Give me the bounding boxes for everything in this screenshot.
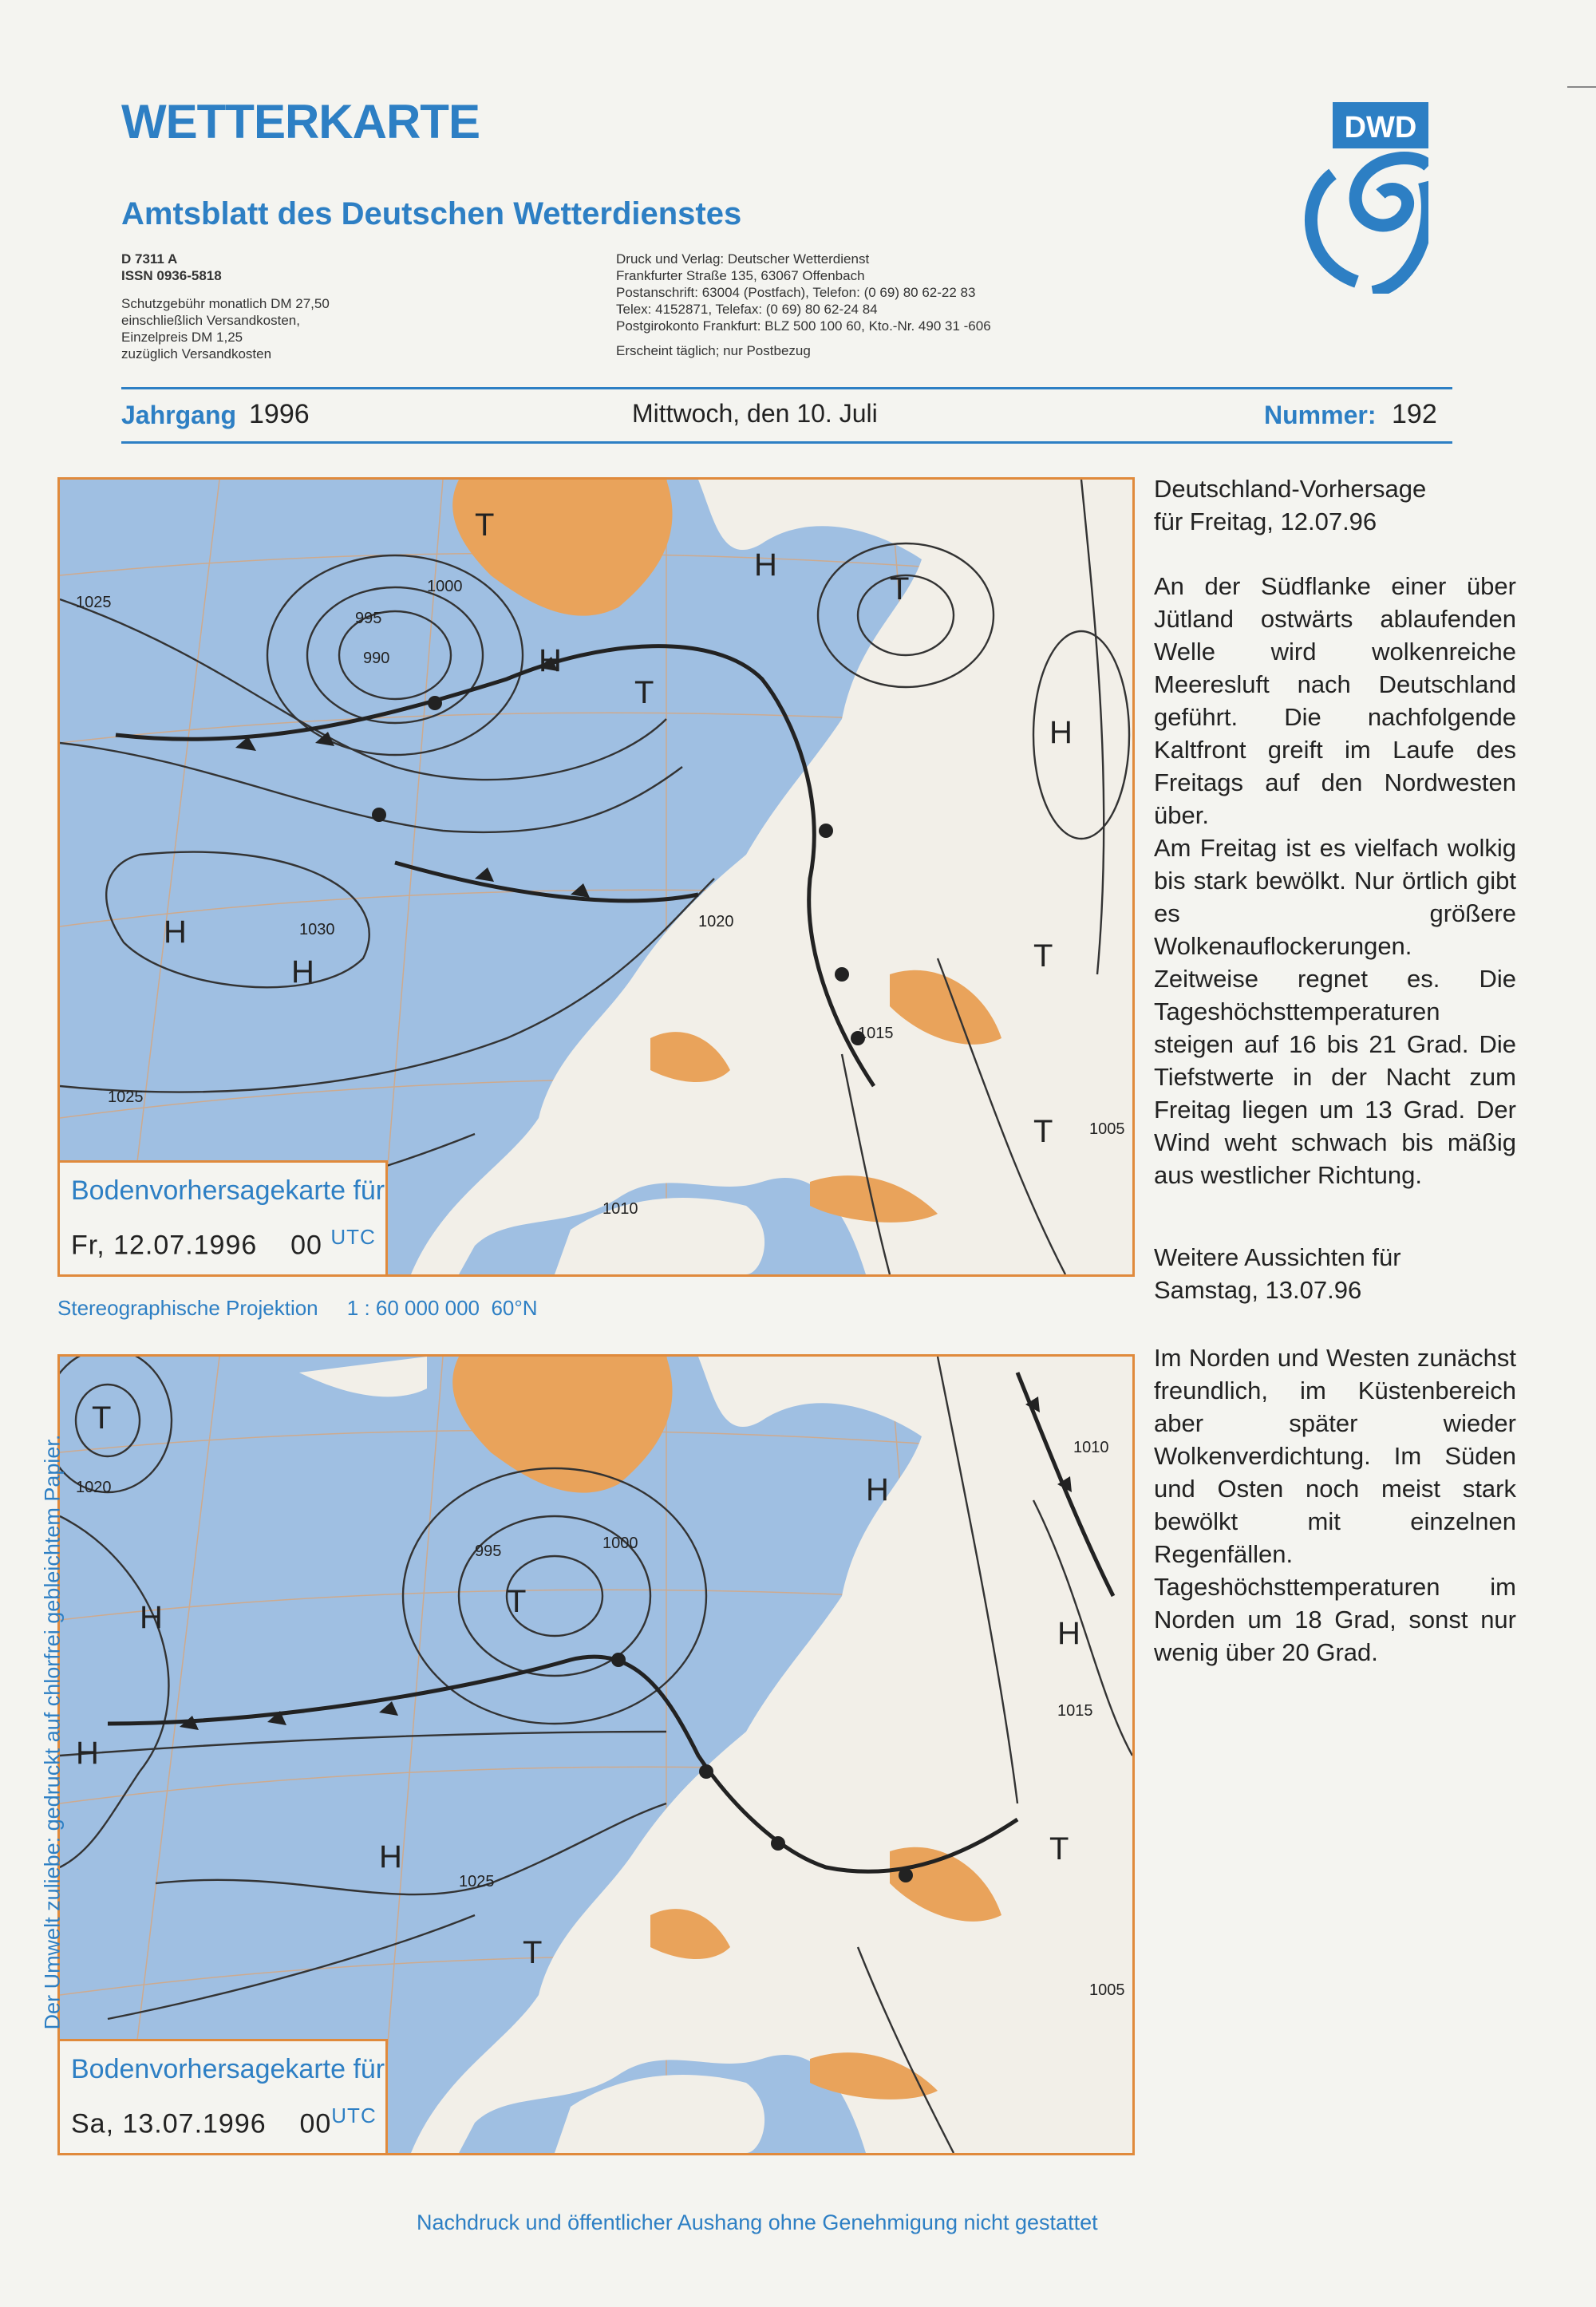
weather-map-2: [60, 1357, 1132, 2153]
edge-mark: [1567, 86, 1596, 88]
info-line: Erscheint täglich; nur Postbezug: [616, 343, 811, 358]
map-label: H: [1049, 715, 1073, 750]
isobar-label: 1020: [76, 1479, 112, 1496]
info-line: Postgirokonto Frankfurt: BLZ 500 100 60, Kto.-Nr. 490 31 -606: [616, 318, 991, 334]
map1-caption-box: [60, 1160, 388, 1274]
map-label: T: [1033, 1114, 1053, 1149]
isobar-label: 990: [363, 650, 390, 667]
map-label: H: [140, 1600, 163, 1635]
map2-caption-box: [60, 2039, 388, 2153]
publication-info-right: [616, 251, 991, 359]
isobar-label: 1000: [427, 578, 463, 595]
map1-caption-date: [71, 1225, 376, 1261]
isobar-label: 1010: [602, 1200, 638, 1218]
isobar-label: 1000: [602, 1535, 638, 1552]
logo-text: DWD: [1344, 111, 1417, 144]
isobar-label: 995: [355, 610, 382, 627]
map-label: H: [291, 954, 314, 990]
info-line: D 7311 A: [121, 251, 178, 267]
nummer-label: Nummer:: [1264, 401, 1377, 429]
map-label: H: [539, 643, 562, 678]
map-label: T: [890, 571, 910, 606]
info-line: zuzüglich Versandkosten: [121, 346, 272, 361]
forecast-paragraph: Am Freitag ist es vielfach wolkig bis stark bewölkt. Nur örtlich gibt es größere Wolkenauflockerungen. Zeitweise regnet es. Die Tageshöchsttemperaturen steigen auf 16 bis 21 Grad. Die Tiefstwerte in der Nacht zum Freitag liegen um 13 Grad. Der Wind weht schwach bis mäßig aus westlicher Richtung.: [1154, 834, 1516, 1189]
map2-date: Sa, 13.07.1996: [71, 2108, 267, 2139]
map-label: H: [1057, 1616, 1080, 1651]
map-label: T: [523, 1935, 543, 1970]
isobar-label: 1025: [108, 1088, 144, 1106]
map-label: H: [76, 1736, 99, 1771]
forecast-map-saturday: [57, 1354, 1135, 2155]
isobar-label: 1025: [459, 1873, 495, 1890]
isobar-label: 995: [475, 1543, 502, 1560]
dwd-logo: [1301, 102, 1428, 294]
outlook-heading-line: Weitere Aussichten für: [1154, 1243, 1401, 1271]
isobar-label: 1015: [1057, 1702, 1093, 1720]
footer-note: Nachdruck und öffentlicher Aushang ohne Genehmigung nicht gestattet: [417, 2210, 1098, 2234]
forecast-heading-line: für Freitag, 12.07.96: [1154, 508, 1377, 535]
isobar-label: 1005: [1089, 1120, 1125, 1138]
isobar-label: 1015: [858, 1025, 894, 1042]
isobar-label: 1010: [1073, 1439, 1109, 1456]
outlook-body: Im Norden und Westen zunächst freundlich, im Küstenbereich aber später wieder Wolkenverdichtung. Im Süden und Osten noch meist stark bewölkt mit einzelnen Regenfällen. Tageshöchsttemperaturen im Norden um 18 Grad, sonst nur wenig über 20 Grad.: [1154, 1344, 1516, 1666]
outlook-heading-line: Samstag, 13.07.96: [1154, 1276, 1362, 1304]
environment-note: Der Umwelt zuliebe: gedruckt auf chlorfrei gebleichtem Papier.: [40, 1434, 65, 2030]
jahrgang-value: 1996: [249, 399, 310, 429]
map-label: H: [379, 1839, 402, 1874]
info-line: Frankfurter Straße 135, 63067 Offenbach: [616, 268, 865, 283]
header-rule-bottom: [121, 441, 1452, 444]
projection-note: Stereographische Projektion 1 : 60 000 000 60°N: [57, 1296, 538, 1320]
info-line: Schutzgebühr monatlich DM 27,50: [121, 296, 330, 311]
forecast-heading: [1154, 472, 1516, 538]
map-label: H: [164, 915, 187, 950]
info-line: Druck und Verlag: Deutscher Wetterdienst: [616, 251, 870, 267]
map-label: T: [634, 675, 654, 710]
map2-time: 00: [299, 2108, 332, 2139]
map1-date: Fr, 12.07.1996: [71, 1230, 258, 1261]
issue-info-row: [121, 399, 1452, 431]
publication-info-left: [121, 251, 330, 362]
map1-time: 00: [290, 1230, 322, 1261]
isobar-label: 1025: [76, 594, 112, 611]
info-line: Telex: 4152871, Telefax: (0 69) 80 62-24 84: [616, 302, 878, 317]
map1-utc: UTC: [330, 1225, 376, 1249]
nummer-value: 192: [1392, 399, 1437, 429]
info-line: ISSN 0936-5818: [121, 268, 222, 283]
map2-utc: UTC: [331, 2104, 377, 2127]
issue-date: Mittwoch, den 10. Juli: [632, 399, 878, 428]
forecast-body: [1154, 570, 1516, 1191]
map1-caption-title: Bodenvorhersagekarte für: [71, 1175, 385, 1206]
jahrgang-label: Jahrgang: [121, 401, 237, 429]
weather-map-1: [60, 480, 1132, 1274]
isobar-label: 1020: [698, 913, 734, 930]
forecast-paragraph: An der Südflanke einer über Jütland ostwärts ablaufenden Welle wird wolkenreiche Meeresluft nach Deutschland geführt. Die nachfolgende Kaltfront greift im Laufe des Freitags auf den Nordwesten über.: [1154, 572, 1516, 829]
map-label: T: [507, 1584, 527, 1619]
info-line: Einzelpreis DM 1,25: [121, 330, 243, 345]
forecast-map-friday: [57, 477, 1135, 1277]
forecast-heading-line: Deutschland-Vorhersage: [1154, 475, 1427, 503]
isobar-label: 1030: [299, 921, 335, 938]
info-line: einschließlich Versandkosten,: [121, 313, 300, 328]
map-label: T: [1049, 1831, 1069, 1867]
page-title: WETTERKARTE: [121, 95, 480, 148]
map-label: H: [866, 1472, 889, 1507]
map2-caption-date: [71, 2104, 377, 2139]
map2-caption-title: Bodenvorhersagekarte für: [71, 2054, 385, 2084]
map-label: T: [1033, 938, 1053, 974]
map-label: T: [475, 508, 495, 543]
page-subtitle: Amtsblatt des Deutschen Wetterdienstes: [121, 196, 742, 231]
outlook-heading: [1154, 1241, 1516, 1306]
isobar-label: 1005: [1089, 1981, 1125, 1999]
info-line: Postanschrift: 63004 (Postfach), Telefon: (0 69) 80 62-22 83: [616, 285, 976, 300]
map-label: T: [92, 1400, 112, 1436]
header-rule-top: [121, 387, 1452, 389]
map-label: H: [754, 547, 777, 583]
